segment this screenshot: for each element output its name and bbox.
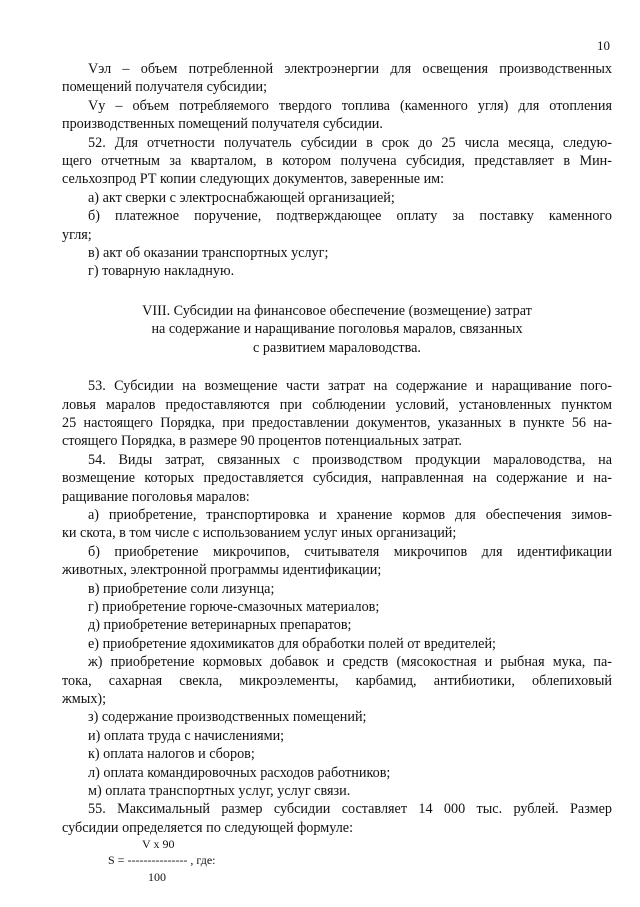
text-line: 53. Субсидии на возмещение части затрат на содержание и наращивание пого- (88, 378, 612, 395)
text-line: производственных помещений получателя субсидии. (62, 116, 383, 133)
formula-denominator: 100 (148, 870, 166, 885)
paragraphs-section-8 (62, 377, 612, 837)
text-line: 55. Максимальный размер субсидии составляет 14 000 тыс. рублей. Размер (88, 801, 612, 818)
text-line: а) акт сверки с электроснабжающей организацией; (88, 189, 395, 206)
text-line: и) оплата труда с начислениями; (88, 727, 285, 744)
text-line: г) товарную накладную. (88, 263, 235, 280)
text-line: Vу – объем потребляемого твердого топлива (каменного угля) для отопления (88, 97, 612, 114)
text-line: ращивание поголовья маралов: (62, 488, 250, 505)
text-line: ж) приобретение кормовых добавок и средств (мясокостная и рыбная мука, па- (88, 654, 612, 671)
text-line: жмых); (62, 691, 107, 707)
text-line: тока, сахарная свекла, микроэлементы, карбамид, антибиотики, облепиховый (62, 672, 612, 689)
text-line: животных, электронной программы идентификации; (62, 562, 382, 579)
document-body (62, 60, 612, 907)
text-line: л) оплата командировочных расходов работников; (88, 764, 391, 781)
text-line: е) приобретение ядохимикатов для обработки полей от вредителей; (88, 635, 496, 652)
text-line: угля; (62, 226, 92, 243)
heading-line: с развитием мараловодства. (253, 339, 421, 356)
text-line: м) оплата транспортных услуг, услуг связи. (88, 783, 351, 800)
text-line: 52. Для отчетности получатель субсидии в срок до 25 числа месяца, следую- (88, 134, 612, 151)
heading-line: VIII. Субсидии на финансовое обеспечение (возмещение) затрат (142, 302, 532, 319)
text-line: б) платежное поручение, подтверждающее оплату за поставку каменного (88, 208, 612, 225)
formula-lhs: S = --------------- , где: (108, 853, 216, 868)
text-line: ки скота, в том числе с использованием услуг иных организаций; (62, 525, 457, 542)
text-line: в) акт об оказании транспортных услуг; (88, 245, 329, 262)
heading-line: на содержание и наращивание поголовья маралов, связанных (151, 321, 523, 338)
page-number: 10 (597, 38, 610, 53)
text-line: сельхозпрод РТ копии следующих документов, заверенные им: (62, 171, 445, 188)
text-line: стоящего Порядка, в размере 90 процентов потенциальных затрат. (62, 433, 462, 450)
text-line: Vэл – объем потребленной электроэнергии для освещения производственных (88, 61, 612, 77)
text-line: з) содержание производственных помещений; (88, 709, 367, 726)
text-line: а) приобретение, транспортировка и хранение кормов для обеспечения зимов- (88, 506, 612, 523)
text-line: ловья маралов предоставляются при соблюдении условий, установленных пунктом (62, 396, 612, 413)
text-line: в) приобретение соли лизунца; (88, 580, 275, 597)
text-line: субсидии определяется по следующей формуле: (62, 819, 354, 836)
text-line: к) оплата налогов и сборов; (88, 746, 255, 763)
text-line: г) приобретение горюче-смазочных материалов; (88, 598, 380, 615)
text-line: помещений получателя субсидии; (62, 79, 268, 96)
text-line: щего отчетным за кварталом, в котором получена субсидия, представляет в Мин- (62, 153, 612, 170)
paragraphs-section-7 (62, 60, 612, 281)
section-heading (62, 302, 612, 357)
formula-numerator: V x 90 (142, 837, 175, 852)
subsidy-formula (62, 837, 612, 907)
text-line: б) приобретение микрочипов, считывателя микрочипов для идентификации (88, 543, 612, 560)
text-line: 54. Виды затрат, связанных с производством продукции мараловодства, на (88, 451, 612, 468)
text-line: д) приобретение ветеринарных препаратов; (88, 617, 352, 634)
text-line: 25 настоящего Порядка, при предоставлении документов, указанных в пункте 56 на- (62, 414, 612, 431)
text-line: возмещение которых предоставляется субсидия, направленная на содержание и на- (62, 470, 612, 487)
